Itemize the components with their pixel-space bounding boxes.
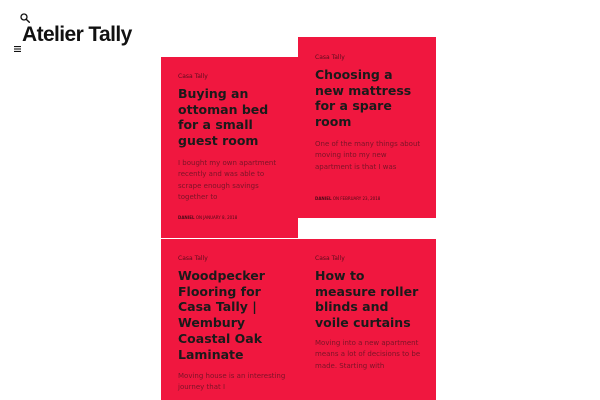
post-category[interactable]: Casa Tally — [315, 255, 345, 262]
hamburger-menu-icon[interactable] — [14, 46, 21, 52]
post-card[interactable] — [298, 37, 436, 218]
post-author[interactable]: DANIEL — [315, 196, 332, 201]
post-title[interactable]: Buying an ottoman bed for a small guest room — [178, 86, 269, 149]
post-title[interactable]: How to measure roller blinds and voile curtains — [315, 268, 419, 331]
post-card[interactable] — [161, 239, 298, 400]
site-logo[interactable]: Atelier Tally — [22, 23, 132, 46]
post-category[interactable]: Casa Tally — [178, 255, 208, 262]
post-title[interactable]: Choosing a new mattress for a spare room — [315, 67, 412, 130]
post-date-prefix: ON — [195, 215, 202, 220]
post-date: JANUARY 8, 2018 — [203, 215, 238, 220]
post-category[interactable]: Casa Tally — [178, 73, 208, 80]
post-title[interactable]: Woodpecker Flooring for Casa Tally | Wembury Coastal Oak Laminate — [178, 268, 265, 362]
post-excerpt: Moving into a new apartment means a lot of decisions to be made. Starting with — [315, 339, 421, 370]
post-date: FEBRUARY 23, 2018 — [340, 196, 381, 201]
post-excerpt: One of the many things about moving into my new apartment is that I was — [315, 140, 421, 171]
post-card[interactable] — [161, 57, 298, 238]
post-date-prefix: ON — [332, 196, 339, 201]
post-meta — [178, 215, 237, 221]
post-author[interactable]: DANIEL — [178, 215, 195, 220]
post-card[interactable] — [298, 239, 436, 400]
post-excerpt: Moving house is an interesting journey that I — [178, 372, 286, 392]
post-excerpt: I bought my own apartment recently and was able to scrape enough savings together to — [178, 159, 277, 202]
post-meta — [315, 196, 380, 202]
post-category[interactable]: Casa Tally — [315, 54, 345, 61]
